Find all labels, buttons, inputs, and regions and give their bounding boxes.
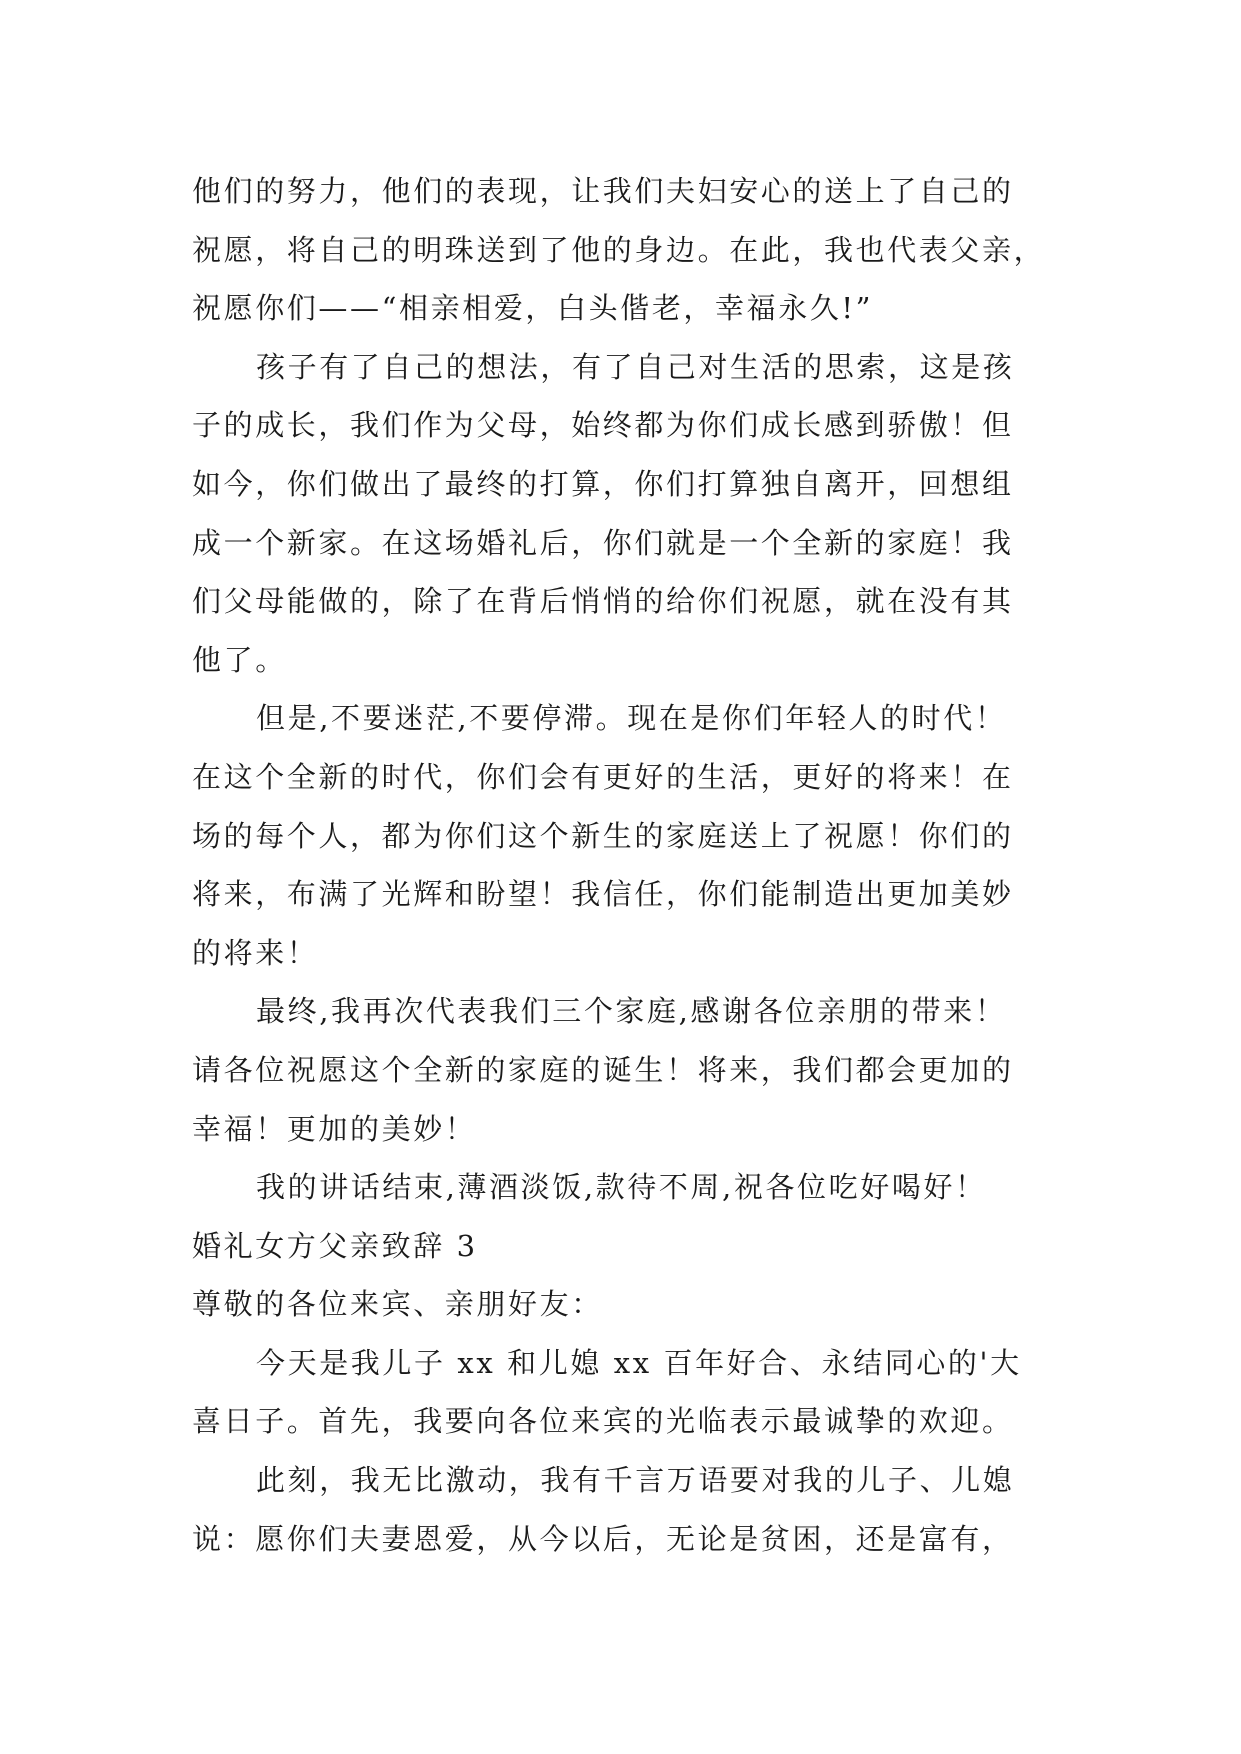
paragraph-start-line: 孩子有了自己的想法，有了自己对生活的思索，这是孩: [256, 349, 1015, 384]
paragraph-start-line: 但是,不要迷茫,不要停滞。现在是你们年轻人的时代！: [256, 701, 1007, 736]
text-line: 说：愿你们夫妻恩爱，从今以后，无论是贫困，还是富有，: [192, 1521, 1014, 1556]
text-line: 他了。: [192, 642, 287, 677]
text-line: 将来，布满了光辉和盼望！我信任，你们能制造出更加美妙: [192, 877, 1014, 912]
salutation-line: 尊敬的各位来宾、亲朋好友：: [192, 1287, 603, 1322]
paragraph-start-line: 我的讲话结束,薄酒淡饭,款待不周,祝各位吃好喝好！: [256, 1170, 987, 1205]
text-line: 喜日子。首先，我要向各位来宾的光临表示最诚挚的欢迎。: [192, 1404, 1014, 1439]
text-line: 如今，你们做出了最终的打算，你们打算独自离开，回想组: [192, 466, 1014, 501]
text-line: 们父母能做的，除了在背后悄悄的给你们祝愿，就在没有其: [192, 584, 1014, 619]
text-line: 在这个全新的时代，你们会有更好的生活，更好的将来！在: [192, 759, 1014, 794]
paragraph-start-line: 最终,我再次代表我们三个家庭,感谢各位亲朋的带来！: [256, 994, 1007, 1029]
text-line: 祝愿你们——“相亲相爱，白头偕老，幸福永久!”: [192, 291, 874, 326]
document-body: [192, 162, 1062, 1568]
text-line: 请各位祝愿这个全新的家庭的诞生！将来，我们都会更加的: [192, 1052, 1014, 1087]
text-line: 子的成长，我们作为父母，始终都为你们成长感到骄傲！但: [192, 408, 1014, 443]
section-heading: 婚礼女方父亲致辞 3: [192, 1228, 478, 1263]
text-line: 成一个新家。在这场婚礼后，你们就是一个全新的家庭！我: [192, 525, 1014, 560]
text-line: 幸福！更加的美妙！: [192, 1111, 477, 1146]
text-line: 的将来！: [192, 935, 319, 970]
text-line: 祝愿，将自己的明珠送到了他的身边。在此，我也代表父亲，: [192, 232, 1046, 267]
paragraph-start-line: 此刻，我无比激动，我有千言万语要对我的儿子、儿媳: [256, 1463, 1015, 1498]
text-line: 他们的努力，他们的表现，让我们夫妇安心的送上了自己的: [192, 174, 1014, 208]
paragraph-start-line: 今天是我儿子 xx 和儿媳 xx 百年好合、永结同心的'大: [256, 1345, 1022, 1380]
text-line: 场的每个人，都为你们这个新生的家庭送上了祝愿！你们的: [192, 818, 1014, 853]
